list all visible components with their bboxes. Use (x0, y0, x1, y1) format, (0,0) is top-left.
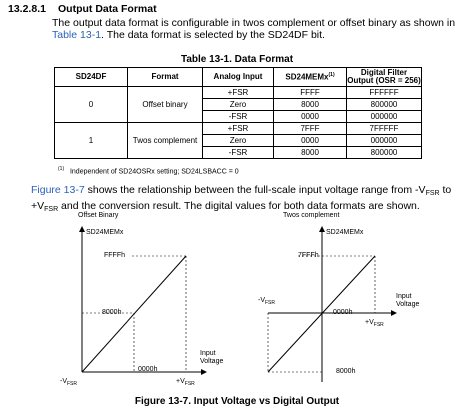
para1-text-b: . The data format is selected by the SD24DF bit. (101, 29, 325, 41)
cell-input: -FSR (203, 111, 274, 123)
header-analog-input: Analog Input (203, 68, 274, 87)
pos-fsr-sub: FSR (373, 322, 384, 328)
cell-input: +FSR (203, 123, 274, 135)
para2-text-a: shows the relationship between the full-scale input voltage range from -V (84, 184, 426, 196)
twos-complement-graph (268, 227, 396, 382)
header-sd24memx-text: SD24MEMx (285, 73, 329, 83)
cell-format: Offset binary (128, 87, 203, 123)
section-title: Output Data Format (58, 3, 157, 15)
table-title: Table 13-1. Data Format (180, 54, 294, 65)
cell-input: Zero (203, 99, 274, 111)
cell-mem: 8000 (274, 147, 347, 159)
cell-mem: 8000 (274, 99, 347, 111)
para1-text-a: The output data format is configurable in twos complement or offset binary as shown in (52, 17, 456, 29)
twos-complement-xlabel (396, 293, 419, 309)
twos-complement-tick-mid: 0000h (333, 309, 353, 316)
section-number: 13.2.8.1 (8, 3, 46, 15)
cell-input: Zero (203, 135, 274, 147)
cell-df: 1 (55, 123, 128, 159)
twos-complement-neg-fsr (258, 297, 275, 306)
para2-sub1: FSR (425, 190, 440, 197)
cell-format: Twos complement (128, 123, 203, 159)
cell-input: -FSR (203, 147, 274, 159)
cell-filter: 800000 (347, 147, 422, 159)
neg-fsr-sub: FSR (67, 381, 77, 387)
twos-complement-tick-bot: 8000h (336, 368, 356, 375)
neg-fsr-sub: FSR (265, 300, 275, 306)
figure-caption: Figure 13-7. Input Voltage vs Digital Output (134, 396, 340, 407)
neg-fsr-text: -V (60, 378, 67, 385)
xlabel-line1: Input (396, 293, 412, 300)
figure-13-7-link[interactable]: Figure 13-7 (31, 184, 85, 196)
cell-mem: FFFF (274, 87, 347, 99)
cell-mem: 0000 (274, 111, 347, 123)
twos-complement-tick-top: 7FFFh (298, 252, 319, 259)
cell-mem: 0000 (274, 135, 347, 147)
cell-filter: 7FFFFF (347, 123, 422, 135)
para2-sub2: FSR (44, 206, 59, 213)
offset-binary-neg-fsr (60, 378, 77, 387)
pos-fsr-text: +V (365, 319, 374, 326)
xlabel-line2: Voltage (396, 301, 420, 308)
xlabel-line1: Input (200, 350, 216, 357)
twos-complement-ylabel: SD24MEMx (326, 229, 364, 236)
offset-binary-pos-fsr (176, 378, 195, 387)
offset-binary-xlabel (200, 350, 223, 366)
xlabel-line2: Voltage (200, 358, 224, 365)
header-sd24df: SD24DF (55, 68, 128, 87)
header-filter-line2: Output (OSR = 256) (347, 76, 421, 85)
cell-filter: 000000 (347, 135, 422, 147)
cell-df: 0 (55, 87, 128, 123)
cell-filter: 800000 (347, 99, 422, 111)
footnote-text: Independent of SD24OSRx setting; SD24LSBACC = 0 (69, 168, 239, 176)
footnote-ref: (1) (328, 72, 335, 79)
offset-binary-tick-top: FFFFh (104, 252, 125, 259)
para2-text-c: and the conversion result. The digital values for both data formats are shown. (58, 200, 420, 212)
pos-fsr-text: +V (176, 378, 185, 385)
offset-binary-ylabel: SD24MEMx (86, 229, 124, 236)
para2-text-b: to +V (31, 184, 452, 212)
cell-filter: 000000 (347, 111, 422, 123)
twos-complement-pos-fsr (365, 319, 384, 328)
offset-binary-title: Offset Binary (78, 212, 119, 219)
header-filter-line1: Digital Filter (360, 67, 408, 77)
table-13-1-link[interactable]: Table 13-1 (52, 29, 102, 41)
cell-mem: 7FFF (274, 123, 347, 135)
twos-complement-title: Twos complement (283, 212, 340, 219)
cell-filter: FFFFFF (347, 87, 422, 99)
footnote-mark: (1) (58, 166, 65, 172)
neg-fsr-text: -V (258, 297, 265, 304)
offset-binary-tick-mid: 8000h (102, 309, 122, 316)
offset-binary-tick-bot: 0000h (138, 366, 158, 373)
cell-input: +FSR (203, 87, 274, 99)
header-format: Format (128, 68, 203, 87)
offset-binary-graph (82, 227, 206, 372)
pos-fsr-sub: FSR (184, 381, 195, 387)
